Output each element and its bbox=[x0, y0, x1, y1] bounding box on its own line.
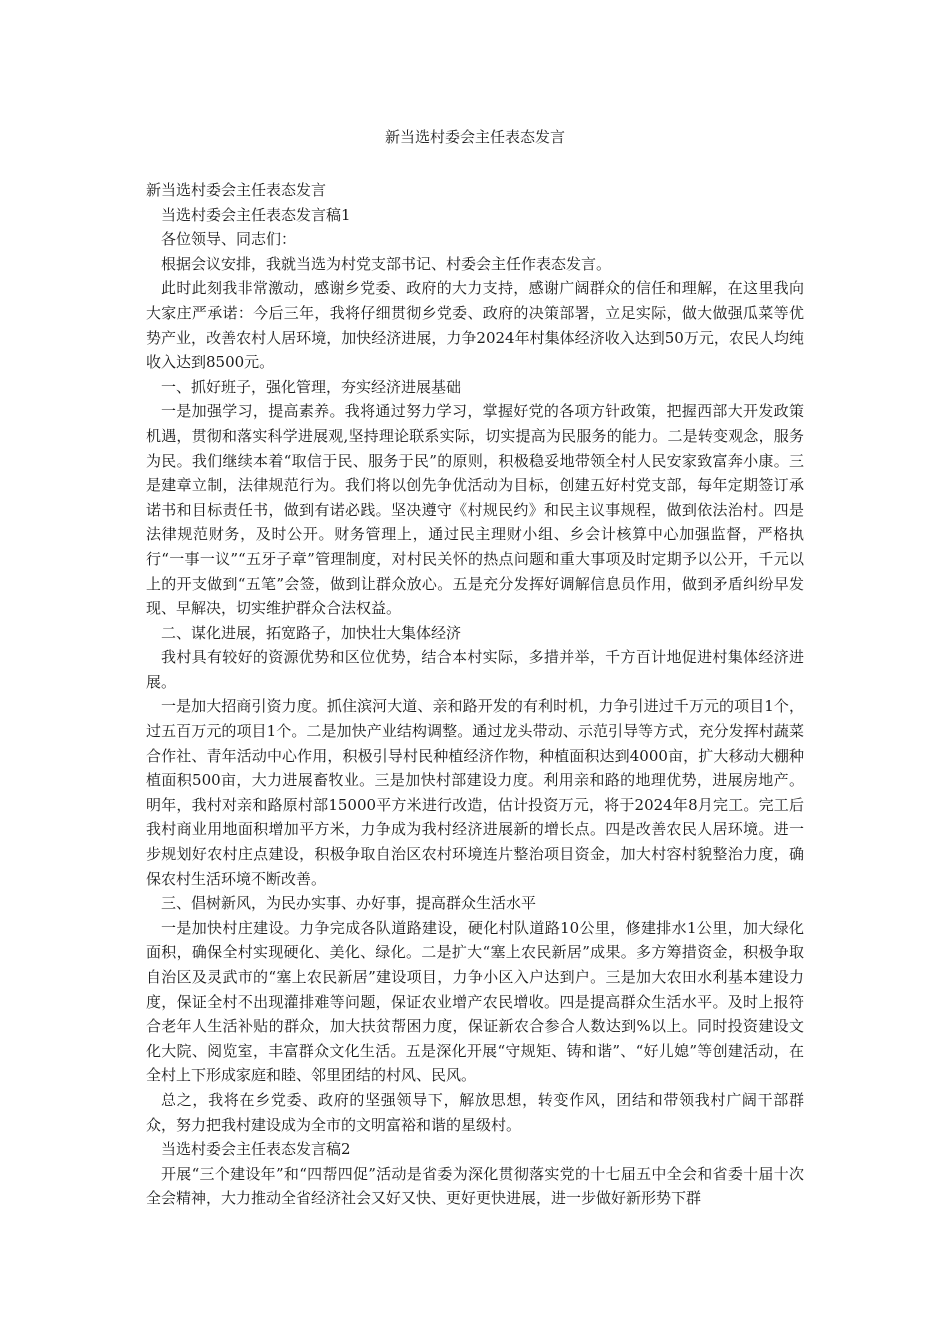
paragraph: 一是加大招商引资力度。抓住滨河大道、亲和路开发的有利时机，力争引进过千万元的项目1个，过五百万元的项目1个。二是加快产业结构调整。通过龙头带动、示范引导等方式，充分发挥村蔬菜合作社、青年活动中心作用，积极引导村民种植经济作物，种植面积达到4000亩，扩大移动大棚种植面积500亩，大力进展畜牧业。三是加快村部建设力度。利用亲和路的地理优势，进展房地产。明年，我村对亲和路原村部15000平方米进行改造，估计投资万元，将于2024年8月完工。完工后我村商业用地面积增加平方米，力争成为我村经济进展新的增长点。四是改善农民人居环境。进一步规划好农村庄点建设，积极争取自治区农村环境连片整治项目资金，加大村容村貌整治力度，确保农村生活环境不断改善。 bbox=[146, 697, 804, 888]
paragraph: 新当选村委会主任表态发言 bbox=[146, 181, 327, 199]
paragraph: 总之，我将在乡党委、政府的坚强领导下，解放思想，转变作风，团结和带领我村广阔干部群众，努力把我村建设成为全市的文明富裕和谐的星级村。 bbox=[146, 1090, 804, 1134]
paragraph: 当选村委会主任表态发言稿1 bbox=[161, 205, 351, 224]
paragraph: 各位领导、同志们： bbox=[161, 230, 297, 249]
paragraph: 当选村委会主任表态发言稿2 bbox=[161, 1140, 351, 1159]
document-body bbox=[146, 178, 804, 1211]
paragraph: 根据会议安排，我就当选为村党支部书记、村委会主任作表态发言。 bbox=[161, 254, 612, 273]
paragraph: 一是加强学习，提高素养。我将通过努力学习，掌握好党的各项方针政策，把握西部大开发政策机遇，贯彻和落实科学进展观,坚持理论联系实际，切实提高为民服务的能力。二是转变观念，服务为民。我们继续本着“取信于民、服务于民”的原则，积极稳妥地带领全村人民安家致富奔小康。三是建章立制，法律规范行为。我们将以创先争优活动为目标，创建五好村党支部，每年定期签订承诺书和目标责任书，做到有诺必践。坚决遵守《村规民约》和民主议事规程，做到依法治村。四是法律规范财务，及时公开。财务管理上，通过民主理财小组、乡会计核算中心加强监督，严格执行“一事一议”“五牙子章”管理制度，对村民关怀的热点问题和重大事项及时定期予以公开，千元以上的开支做到“五笔”会签，做到让群众放心。五是充分发挥好调解信息员作用，做到矛盾纠纷早发现、早解决，切实维护群众合法权益。 bbox=[146, 402, 804, 618]
paragraph: 一是加快村庄建设。力争完成各队道路建设，硬化村队道路10公里，修建排水1公里，加大绿化面积，确保全村实现硬化、美化、绿化。二是扩大“塞上农民新居”成果。多方筹措资金，积极争取自治区及灵武市的“塞上农民新居”建设项目，力争小区入户达到户。三是加大农田水利基本建设力度，保证全村不出现灌排难等问题，保证农业增产农民增收。四是提高群众生活水平。及时上报符合老年人生活补贴的群众，加大扶贫帮困力度，保证新农合参合人数达到%以上。同时投资建设文化大院、阅览室，丰富群众文化生活。五是深化开展“守规矩、铸和谐”、“好儿媳”等创建活动，在全村上下形成家庭和睦、邻里团结的村风、民风。 bbox=[146, 918, 804, 1085]
paragraph: 三、倡树新风，为民办实事、办好事，提高群众生活水平 bbox=[161, 894, 537, 913]
paragraph: 我村具有较好的资源优势和区位优势，结合本村实际，多措并举，千方百计地促进村集体经济进展。 bbox=[146, 648, 804, 691]
document-title: 新当选村委会主任表态发言 bbox=[384, 128, 565, 146]
paragraph: 一、抓好班子，强化管理，夯实经济进展基础 bbox=[161, 377, 462, 396]
paragraph: 开展“三个建设年”和“四帮四促”活动是省委为深化贯彻落实党的十七届五中全会和省委十届十次全会精神，大力推动全省经济社会又好又快、更好更快进展，进一步做好新形势下群 bbox=[146, 1164, 804, 1208]
paragraph: 二、谋化进展，拓宽路子，加快壮大集体经济 bbox=[161, 623, 462, 642]
paragraph: 此时此刻我非常激动，感谢乡党委、政府的大力支持，感谢广阔群众的信任和理解，在这里我向大家庄严承诺：今后三年，我将仔细贯彻乡党委、政府的决策部署，立足实际，做大做强瓜菜等优势产业，改善农村人居环境，加快经济进展，力争2024年村集体经济收入达到50万元，农民人均纯收入达到8500元。 bbox=[146, 279, 804, 372]
